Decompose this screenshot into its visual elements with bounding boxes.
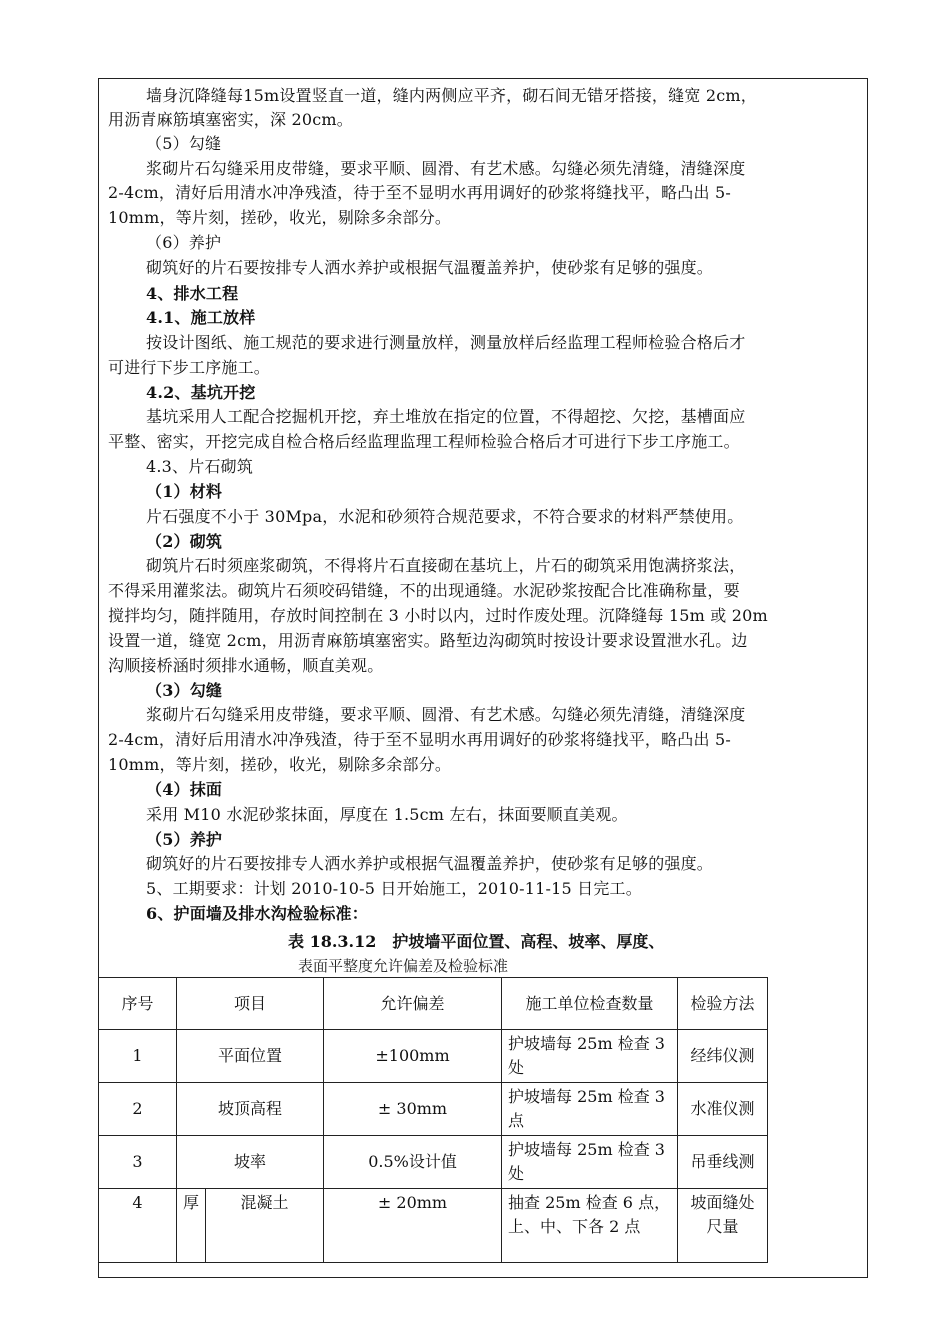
header-cell: 允许偏差 xyxy=(324,978,502,1030)
subheading: （2）砌筑 xyxy=(146,532,223,551)
table-row xyxy=(99,1030,768,1083)
section-heading: 4、排水工程 xyxy=(146,284,239,303)
cell-quantity: 护坡墙每 25m 检查 3 处 xyxy=(502,1136,678,1189)
cell-tolerance: ±100mm xyxy=(324,1030,502,1083)
paragraph-line: 可进行下步工序施工。 xyxy=(108,358,271,377)
cell-item: 坡顶高程 xyxy=(177,1083,324,1136)
paragraph-line: 浆砌片石勾缝采用皮带缝，要求平顺、圆滑、有艺术感。勾缝必须先清缝，清缝深度 xyxy=(146,159,746,178)
subheading: （1）材料 xyxy=(146,482,223,501)
paragraph-line: 浆砌片石勾缝采用皮带缝，要求平顺、圆滑、有艺术感。勾缝必须先清缝，清缝深度 xyxy=(146,705,746,724)
subheading: （3）勾缝 xyxy=(146,681,223,700)
paragraph-line: 沟顺接桥涵时须排水通畅，顺直美观。 xyxy=(108,656,384,675)
cell-group: 厚 xyxy=(177,1189,206,1263)
cell-no: 3 xyxy=(99,1136,177,1189)
paragraph-line: 片石强度不小于 30Mpa，水泥和砂须符合规范要求，不符合要求的材料严禁使用。 xyxy=(146,507,744,526)
table-subcaption: 表面平整度允许偏差及检验标准 xyxy=(298,957,509,975)
paragraph-line: 按设计图纸、施工规范的要求进行测量放样，测量放样后经监理工程师检验合格后才 xyxy=(146,333,746,352)
schedule-line: 5、工期要求：计划 2010-10-5 日开始施工，2010-11-15 日完工。 xyxy=(146,879,642,898)
paragraph-line: 基坑采用人工配合挖掘机开挖，弃土堆放在指定的位置，不得超挖、欠挖，基槽面应 xyxy=(146,407,746,426)
paragraph-line: 用沥青麻筋填塞密实，深 20cm。 xyxy=(108,110,353,129)
cell-method: 水准仪测 xyxy=(678,1083,768,1136)
section-heading: 6、护面墙及排水沟检验标准： xyxy=(146,904,368,923)
paragraph-line: 搅拌均匀，随拌随用，存放时间控制在 3 小时以内，过时作废处理。沉降缝每 15m 或 20m xyxy=(108,606,768,625)
cell-tolerance: 0.5%设计值 xyxy=(324,1136,502,1189)
cell-item: 坡率 xyxy=(177,1136,324,1189)
cell-no: 2 xyxy=(99,1083,177,1136)
cell-item: 平面位置 xyxy=(177,1030,324,1083)
header-cell: 施工单位检查数量 xyxy=(502,978,678,1030)
subheading: （5）勾缝 xyxy=(146,134,222,153)
header-cell: 检验方法 xyxy=(678,978,768,1030)
cell-quantity: 抽查 25m 检查 6 点，上、中、下各 2 点 xyxy=(502,1189,678,1263)
cell-quantity: 护坡墙每 25m 检查 3 处 xyxy=(502,1030,678,1083)
subheading: （6）养护 xyxy=(146,233,222,252)
section-heading: 4.2、基坑开挖 xyxy=(146,383,256,402)
paragraph-line: 2-4cm，清好后用清水冲净残渣，待于至不显明水再用调好的砂浆将缝找平，略凸出 5- xyxy=(108,730,731,749)
subheading: （4）抹面 xyxy=(146,780,223,799)
table-row xyxy=(99,1083,768,1136)
paragraph-line: 设置一道，缝宽 2cm，用沥青麻筋填塞密实。路堑边沟砌筑时按设计要求设置泄水孔。边 xyxy=(108,631,748,650)
table-row xyxy=(99,1189,768,1263)
table-caption: 表 18.3.12 护坡墙平面位置、高程、坡率、厚度、 xyxy=(288,932,665,951)
paragraph-line: 平整、密实，开挖完成自检合格后经监理监理工程师检验合格后才可进行下步工序施工。 xyxy=(108,432,740,451)
subheading: 4.3、片石砌筑 xyxy=(146,457,254,476)
cell-method: 经纬仪测 xyxy=(678,1030,768,1083)
inspection-standard-table xyxy=(98,977,768,1263)
paragraph-line: 10mm，等片刻，搓砂，收光，剔除多余部分。 xyxy=(108,755,452,774)
cell-method: 吊垂线测 xyxy=(678,1136,768,1189)
paragraph-line: 不得采用灌浆法。砌筑片石须咬码错缝，不的出现通缝。水泥砂浆按配合比准确称量，要 xyxy=(108,581,740,600)
header-cell: 项目 xyxy=(177,978,324,1030)
table-row xyxy=(99,1136,768,1189)
cell-quantity: 护坡墙每 25m 检查 3 点 xyxy=(502,1083,678,1136)
cell-method: 坡面缝处尺量 xyxy=(678,1189,768,1263)
cell-no: 4 xyxy=(99,1189,177,1263)
subheading: （5）养护 xyxy=(146,830,223,849)
paragraph-line: 10mm，等片刻，搓砂，收光，剔除多余部分。 xyxy=(108,208,452,227)
cell-item: 混凝土 xyxy=(206,1189,324,1263)
paragraph-line: 砌筑好的片石要按排专人洒水养护或根据气温覆盖养护，使砂浆有足够的强度。 xyxy=(146,854,714,873)
paragraph-line: 墙身沉降缝每15m设置竖直一道，缝内两侧应平齐，砌石间无错牙搭接，缝宽 2cm， xyxy=(146,86,757,105)
cell-tolerance: ± 30mm xyxy=(324,1083,502,1136)
paragraph-line: 砌筑片石时须座浆砌筑，不得将片石直接砌在基坑上，片石的砌筑采用饱满挤浆法， xyxy=(146,556,746,575)
paragraph-line: 采用 M10 水泥砂浆抹面，厚度在 1.5cm 左右，抹面要顺直美观。 xyxy=(146,805,628,824)
section-heading: 4.1、施工放样 xyxy=(146,308,256,327)
cell-no: 1 xyxy=(99,1030,177,1083)
cell-tolerance: ± 20mm xyxy=(324,1189,502,1263)
table-header-row xyxy=(99,978,768,1030)
header-cell: 序号 xyxy=(99,978,177,1030)
paragraph-line: 砌筑好的片石要按排专人洒水养护或根据气温覆盖养护，使砂浆有足够的强度。 xyxy=(146,258,714,277)
paragraph-line: 2-4cm，清好后用清水冲净残渣，待于至不显明水再用调好的砂浆将缝找平，略凸出 5- xyxy=(108,183,731,202)
